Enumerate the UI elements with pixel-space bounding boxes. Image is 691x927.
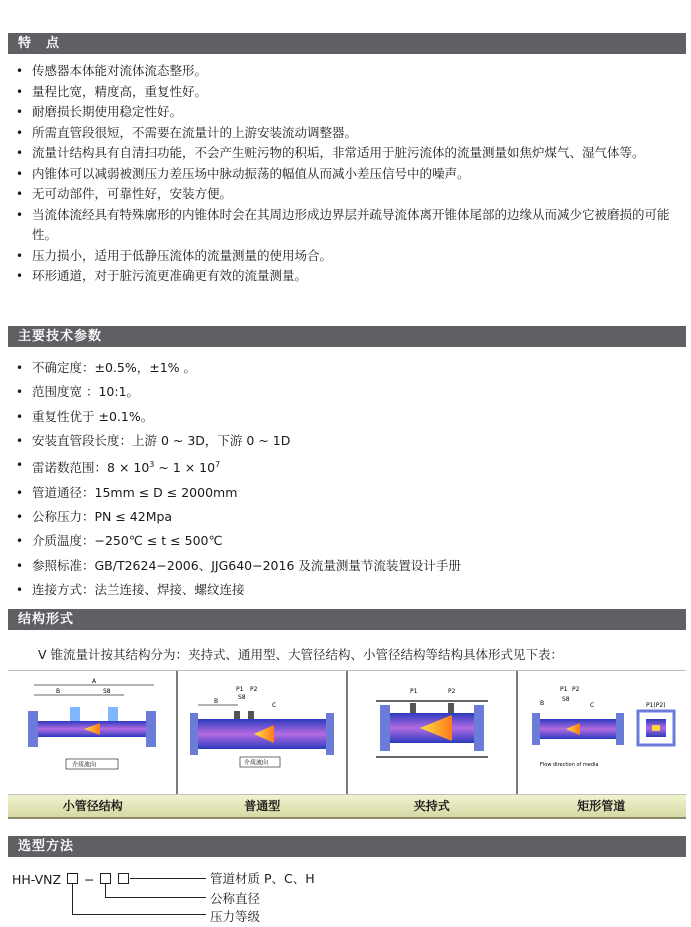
spec-item: • 公称压力：PN ≤ 42Mpa [14, 505, 685, 529]
spec-item-reynolds [14, 453, 685, 480]
caption-small-diameter: 小管径结构 [62, 799, 123, 813]
spec-item: • 范围度宽 ：10:1。 [14, 380, 685, 404]
fig2-flow-label: 介质流向 [244, 759, 269, 767]
fig4-label-c: C [590, 702, 595, 709]
fig2-label-p1: P1 [236, 686, 244, 693]
feature-item: • 所需直管段很短，不需要在流量计的上游安装流动调整器。 [14, 123, 685, 144]
figure-rectangular [518, 671, 686, 794]
section-header-features: 特 点 [8, 33, 686, 54]
fig3-label-p1: P1 [410, 688, 418, 695]
wafer-diagram [348, 671, 516, 794]
caption-rectangular: 矩形管道 [577, 799, 626, 813]
fig1-label-b: B [56, 688, 61, 695]
connector-material [130, 878, 206, 879]
reynolds-sep: ~ [154, 460, 173, 476]
general-diagram [178, 671, 346, 794]
spec-item: • 连接方式：法兰连接、焊接、螺纹连接 [14, 578, 685, 602]
reynolds-label: 雷诺数范围： [32, 460, 108, 476]
fig4-label-p1: P1 [560, 686, 568, 693]
fig1-label-s8: S8 [103, 688, 111, 695]
fig2-label-c: C [272, 702, 277, 709]
caption-general: 普通型 [244, 799, 281, 813]
specs-list [14, 356, 685, 602]
connector-pressure-h [72, 914, 206, 915]
spec-item: • 管道通径：15mm ≤ D ≤ 2000mm [14, 481, 685, 505]
structure-intro: V 锥流量计按其结构分为：夹持式、通用型、大管径结构、小管径结构等结构具体形式见下表： [38, 647, 564, 662]
code-dash: − [84, 872, 95, 887]
fig2-label-b: B [214, 698, 219, 705]
feature-item: • 内锥体可以减弱被测压力差压场中脉动振荡的幅值从而减小差压信号中的噪声。 [14, 164, 685, 185]
figure-small-diameter [8, 671, 178, 794]
fig3-label-p2: P2 [448, 688, 456, 695]
section-header-structure: 结构形式 [8, 609, 686, 630]
fig4-label-b: B [540, 700, 545, 707]
model-code: HH-VNZ [12, 872, 62, 887]
fig1-flow-label: 介质流向 [72, 761, 97, 769]
fig2-label-s8: S8 [238, 694, 246, 701]
code-box-pressure [67, 873, 78, 884]
code-box-material [118, 873, 129, 884]
fig1-label-a: A [92, 678, 97, 685]
feature-item: • 压力损小，适用于低静压流体的流量测量的使用场合。 [14, 246, 685, 267]
reynolds-low-exp: 3 [149, 460, 155, 470]
section-header-specs: 主要技术参数 [8, 326, 686, 347]
callout-material: 管道材质 P、C、H [210, 871, 315, 886]
fig4-label-s8: S8 [562, 696, 570, 703]
reynolds-high-base: 1 × 10 [172, 460, 216, 476]
connector-diameter-v [105, 884, 106, 898]
fig4-label-p1p2: P1(P2) [646, 702, 666, 709]
figure-captions [8, 795, 686, 819]
spec-item: • 重复性优于 ±0.1%。 [14, 405, 685, 429]
connector-diameter-h [105, 897, 206, 898]
rectangular-diagram [518, 671, 686, 794]
feature-item: • 环形通道，对于脏污流更准确更有效的流量测量。 [14, 266, 685, 287]
structure-figures [8, 670, 686, 795]
spec-item: • 安装直管段长度：上游 0 ~ 3D，下游 0 ~ 1D [14, 429, 685, 453]
feature-item: • 传感器本体能对流体流态整形。 [14, 61, 685, 82]
feature-item: • 当流体流经具有特殊廓形的内锥体时会在其周边形成边界层并疏导流体离开锥体尾部的边缘从而减少它被磨损的可能性。 [14, 205, 685, 246]
feature-item: • 无可动部件，可靠性好，安装方便。 [14, 184, 685, 205]
section-header-selection: 选型方法 [8, 836, 686, 857]
callout-pressure: 压力等级 [210, 909, 261, 924]
feature-item: • 量程比宽，精度高，重复性好。 [14, 82, 685, 103]
figure-wafer [348, 671, 518, 794]
code-box-diameter [100, 873, 111, 884]
fig4-label-p2: P2 [572, 686, 580, 693]
spec-item: • 参照标准：GB/T2624−2006、JJG640−2016 及流量测量节流装置设计手册 [14, 554, 685, 578]
features-list [14, 61, 685, 287]
fig2-label-p2: P2 [250, 686, 258, 693]
figure-general [178, 671, 348, 794]
spec-item: • 介质温度：−250℃ ≤ t ≤ 500℃ [14, 529, 685, 553]
callout-diameter: 公称直径 [210, 891, 261, 906]
small-diameter-diagram [8, 671, 176, 794]
caption-wafer: 夹持式 [413, 799, 450, 813]
feature-item: • 流量计结构具有自清扫功能，不会产生赃污物的积垢，非常适用于脏污流体的流量测量如焦炉煤气、湿气体等。 [14, 143, 685, 164]
fig4-flow-label: Flow direction of media [540, 762, 599, 768]
spec-item: • 不确定度：±0.5%，±1% 。 [14, 356, 685, 380]
reynolds-high-exp: 7 [215, 460, 221, 470]
connector-pressure-v [72, 884, 73, 915]
reynolds-low-base: 8 × 10 [107, 460, 150, 476]
feature-item: • 耐磨损长期使用稳定性好。 [14, 102, 685, 123]
